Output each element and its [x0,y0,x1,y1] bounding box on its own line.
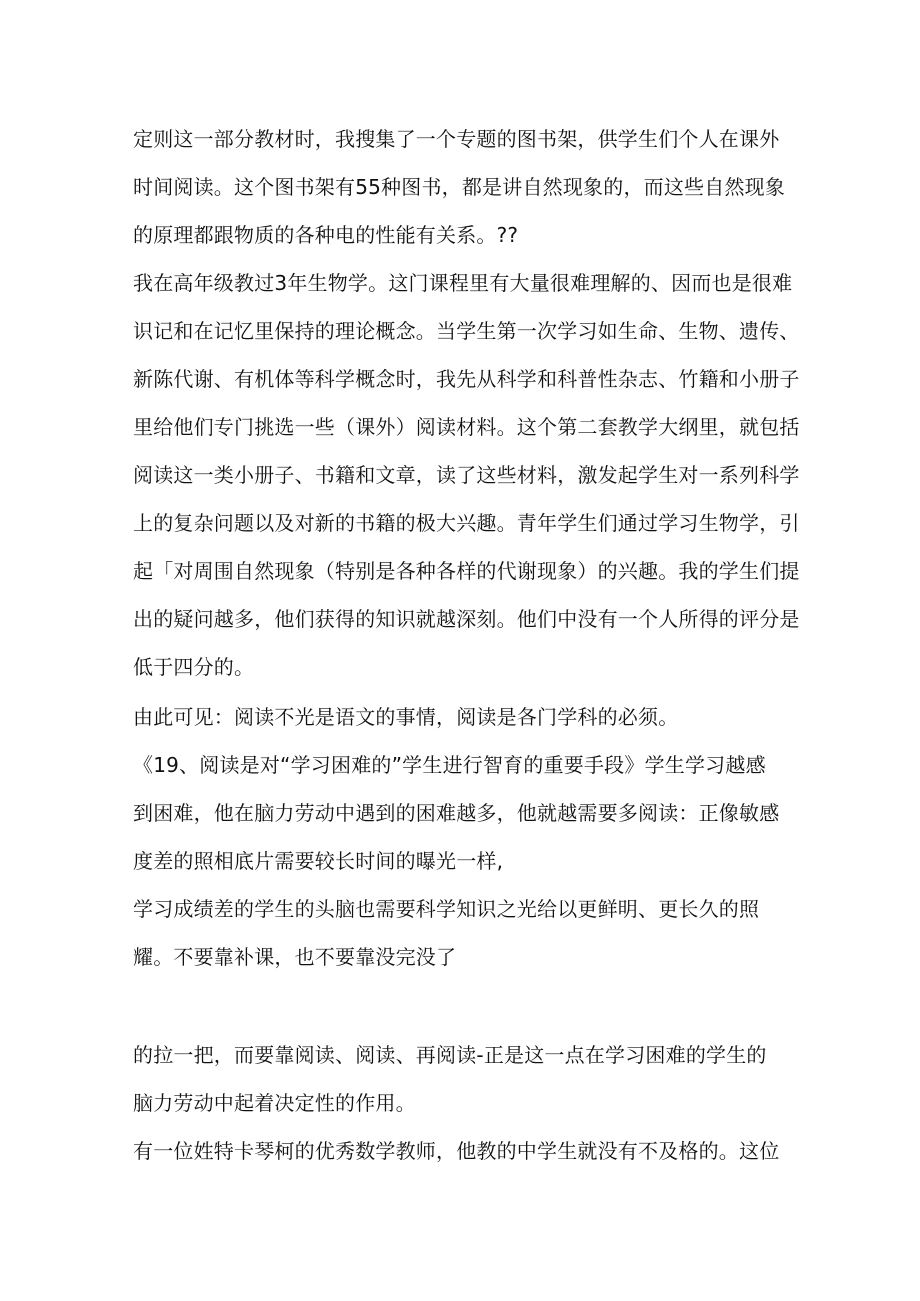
text-line: 出的疑问越多，他们获得的知识就越深刻。他们中没有一个人所得的评分是 [133,607,800,631]
text-line: 时间阅读。这个图书架有55种图书，都是讲自然现象的，而这些自然现象 [133,175,786,199]
text-line: 的拉一把，而要靠阅读、阅读、再阅读-正是这一点在学习困难的学生的 [133,1043,767,1067]
text-line: 脑力劳动中起着决定性的作用。 [133,1091,416,1115]
text-line: 的原理都跟物质的各种电的性能有关系。?? [133,223,519,247]
text-line: 里给他们专门挑选一些（课外）阅读材料。这个第二套教学大纲里，就包括 [133,415,800,439]
text-line: 定则这一部分教材时，我搜集了一个专题的图书架，供学生们个人在课外 [133,127,780,151]
text-line: 阅读这一类小册子、书籍和文章，读了这些材料，激发起学生对一系列科学 [133,463,800,487]
text-line: 由此可见：阅读不光是语文的事情，阅读是各门学科的必须。 [133,705,679,729]
text-line: 《19、阅读是对“学习困难的”学生进行智育的重要手段》学生学习越感 [133,753,766,777]
text-line: 识记和在记忆里保持的理论概念。当学生第一次学习如生命、生物、遗传、 [133,319,800,343]
text-line: 上的复杂问题以及对新的书籍的极大兴趣。青年学生们通过学习生物学，引 [133,511,800,535]
text-line: 低于四分的。 [133,655,255,679]
text-line: 耀。不要靠补课，也不要靠没完没了 [133,945,457,969]
text-line: 学习成绩差的学生的头脑也需要科学知识之光给以更鲜明、更长久的照 [133,897,760,921]
text-line: 起「对周围自然现象（特别是各种各样的代谢现象）的兴趣。我的学生们提 [133,559,800,583]
text-line: 我在高年级教过3年生物学。这门课程里有大量很难理解的、因而也是很难 [133,271,793,295]
text-line: 度差的照相底片需要较长时间的曝光一样, [133,849,504,873]
text-line: 有一位姓特卡琴柯的优秀数学教师，他教的中学生就没有不及格的。这位 [133,1139,780,1163]
text-line: 新陈代谢、有机体等科学概念时，我先从科学和科普性杂志、竹籍和小册子 [133,367,800,391]
text-line: 到困难，他在脑力劳动中遇到的困难越多，他就越需要多阅读：正像敏感 [133,801,780,825]
